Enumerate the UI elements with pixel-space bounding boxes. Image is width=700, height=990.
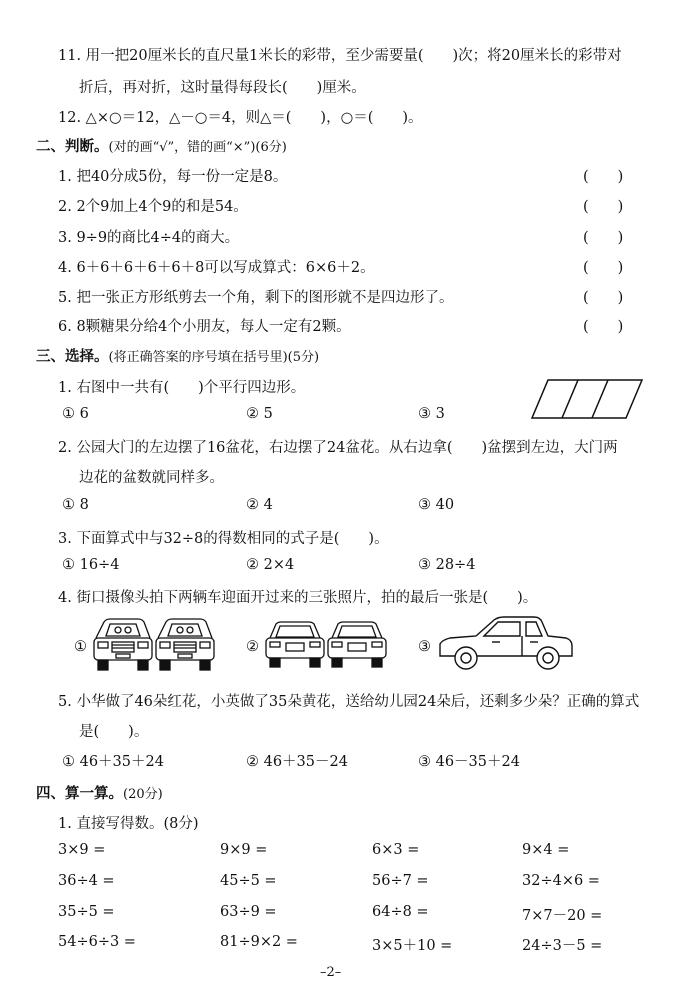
judge-item: 2. 2个9加上4个9的和是54。 (58, 199, 248, 215)
choose-q2-option[interactable]: ② 4 (246, 497, 273, 513)
choose-q2-line2: 边花的盆数就同样多。 (79, 470, 224, 486)
calc-problem[interactable]: 3×9 = (58, 842, 106, 858)
judge-answer-paren[interactable]: ( ) (583, 230, 624, 246)
choose-section-title (36, 345, 319, 366)
calc-problem[interactable]: 35÷5 = (58, 904, 115, 920)
judge-answer-paren[interactable]: ( ) (583, 290, 624, 306)
choose-q5-line2: 是( )。 (79, 724, 149, 740)
car-side-view-icon (436, 614, 576, 676)
judge-answer-paren[interactable]: ( ) (583, 260, 624, 276)
choose-q2-option[interactable]: ③ 40 (418, 497, 455, 513)
fill-q12: 12. △×○＝12，△－○＝4，则△＝( )，○＝( )。 (58, 110, 423, 126)
calc-problem[interactable]: 63÷9 = (220, 904, 277, 920)
judge-answer-paren[interactable]: ( ) (583, 199, 624, 215)
choose-q4-option-label[interactable]: ① (74, 639, 87, 655)
calc-problem[interactable]: 9×9 = (220, 842, 268, 858)
choose-q5-option[interactable]: ② 46＋35－24 (246, 754, 348, 770)
choose-q1-option[interactable]: ③ 3 (418, 406, 445, 422)
fill-q11-line2: 折后，再对折，这时量得每段长( )厘米。 (79, 80, 366, 96)
calc-problem[interactable]: 64÷8 = (372, 904, 429, 920)
calc-note: (20分) (123, 787, 163, 802)
choose-q3-option[interactable]: ③ 28÷4 (418, 557, 476, 573)
calc-problem[interactable]: 24÷3－5 = (522, 938, 603, 954)
choose-q5-option[interactable]: ① 46＋35＋24 (62, 754, 164, 770)
judge-heading: 二、判断。 (36, 139, 109, 155)
judge-item: 5. 把一张正方形纸剪去一个角，剩下的图形就不是四边形了。 (58, 290, 454, 306)
two-cars-front-near-icon (92, 616, 216, 674)
calc-problem[interactable]: 56÷7 = (372, 873, 429, 889)
choose-q1-option[interactable]: ② 5 (246, 406, 273, 422)
choose-q2-line1: 2. 公园大门的左边摆了16盆花，右边摆了24盆花。从右边拿( )盆摆到左边，大门两 (58, 440, 618, 456)
choose-note: (将正确答案的序号填在括号里)(5分) (108, 350, 320, 365)
calc-problem[interactable]: 45÷5 = (220, 873, 277, 889)
judge-item: 4. 6＋6＋6＋6＋6＋8可以写成算式：6×6＋2。 (58, 260, 375, 276)
calc-subheading: 1. 直接写得数。(8分) (58, 816, 199, 832)
calc-problem[interactable]: 9×4 = (522, 842, 570, 858)
two-cars-front-far-icon (264, 620, 388, 670)
judge-answer-paren[interactable]: ( ) (583, 169, 624, 185)
calc-problem[interactable]: 32÷4×6 = (522, 873, 600, 889)
calc-problem[interactable]: 7×7－20 = (522, 908, 603, 924)
judge-item: 1. 把40分成5份，每一份一定是8。 (58, 169, 288, 185)
calc-problem[interactable]: 6×3 = (372, 842, 420, 858)
choose-q2-option[interactable]: ① 8 (62, 497, 89, 513)
calc-problem[interactable]: 81÷9×2 = (220, 934, 298, 950)
judge-note: (对的画“√”，错的画“×”)(6分) (108, 140, 287, 155)
calc-problem[interactable]: 36÷4 = (58, 873, 115, 889)
choose-q4-option-label[interactable]: ② (246, 639, 259, 655)
choose-q3-text: 3. 下面算式中与32÷8的得数相同的式子是( )。 (58, 531, 389, 547)
choose-q4-text: 4. 街口摄像头拍下两辆车迎面开过来的三张照片，拍的最后一张是( )。 (58, 590, 538, 606)
choose-q5-line1: 5. 小华做了46朵红花，小英做了35朵黄花，送给幼儿园24朵后，还剩多少朵？正确的算式 (58, 694, 640, 710)
judge-item: 3. 9÷9的商比4÷4的商大。 (58, 230, 240, 246)
judge-answer-paren[interactable]: ( ) (583, 319, 624, 335)
calc-problem[interactable]: 54÷6÷3 = (58, 934, 136, 950)
choose-q3-option[interactable]: ① 16÷4 (62, 557, 120, 573)
judge-section-title (36, 135, 287, 156)
calc-problem[interactable]: 3×5＋10 = (372, 938, 453, 954)
calc-section-title (36, 782, 163, 803)
choose-q4-option-label[interactable]: ③ (418, 639, 431, 655)
fill-q11-line1: 11. 用一把20厘米长的直尺量1米长的彩带，至少需要量( )次；将20厘米长的彩带对 (58, 48, 622, 64)
choose-q1-text: 1. 右图中一共有( )个平行四边形。 (58, 380, 306, 396)
choose-heading: 三、选择。 (36, 349, 109, 365)
choose-q1-option[interactable]: ① 6 (62, 406, 89, 422)
parallelogram-figure (532, 378, 644, 420)
calc-heading: 四、算一算。 (36, 786, 123, 802)
choose-q5-option[interactable]: ③ 46－35＋24 (418, 754, 520, 770)
choose-q3-option[interactable]: ② 2×4 (246, 557, 295, 573)
judge-item: 6. 8颗糖果分给4个小朋友，每人一定有2颗。 (58, 319, 351, 335)
page-number: –2– (320, 965, 342, 980)
